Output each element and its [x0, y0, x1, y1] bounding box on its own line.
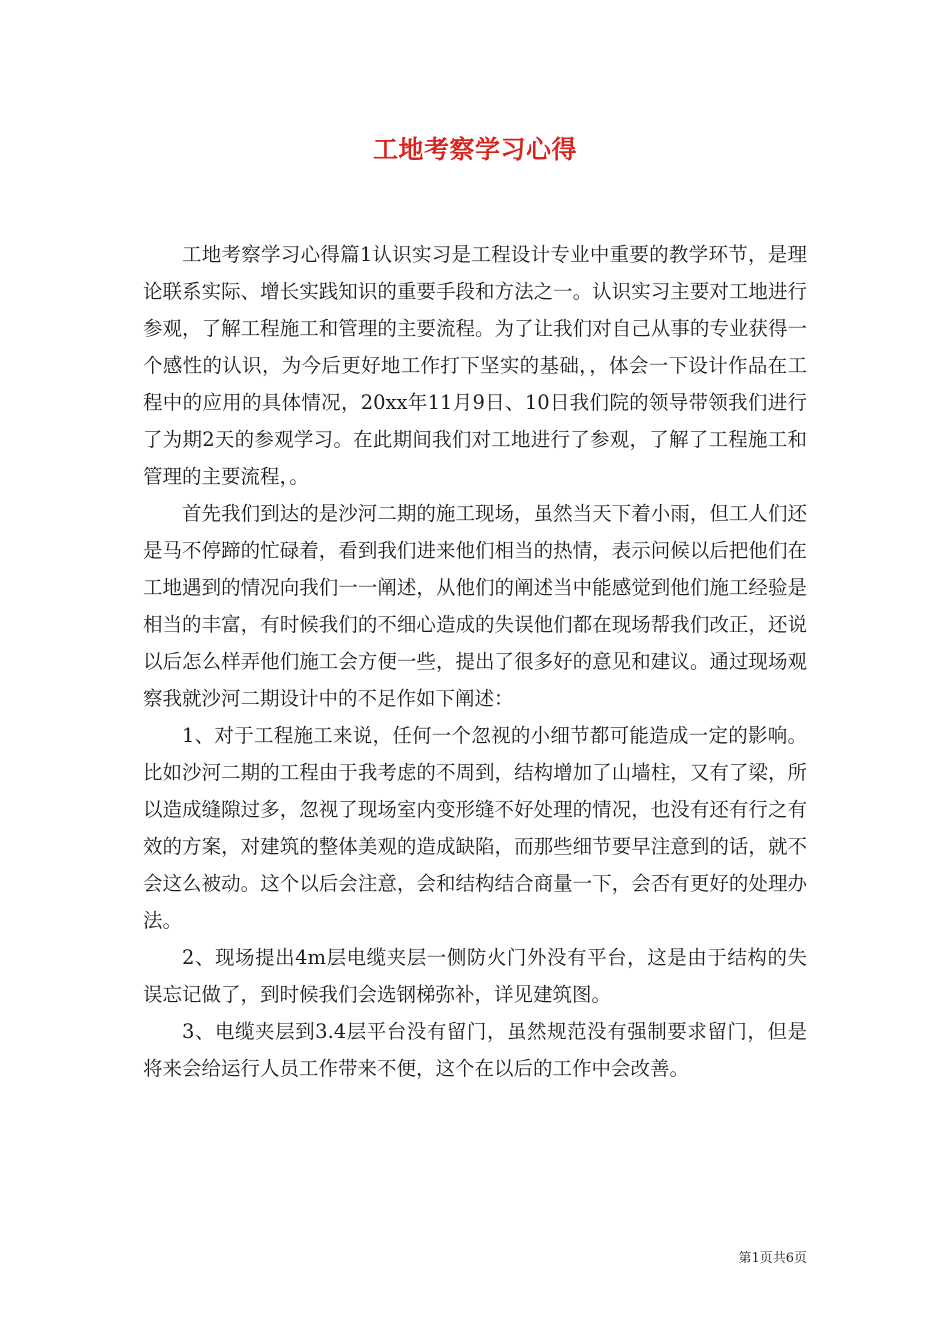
document-title: 工地考察学习心得: [372, 135, 577, 164]
page-number: 第1页共6页: [738, 1251, 807, 1266]
paragraph-point-1: 1、对于工程施工来说，任何一个忽视的小细节都可能造成一定的影响。比如沙河二期的工程由于我考虑的不周到，结构增加了山墙柱，又有了梁，所以造成缝隙过多，忽视了现场室内变形缝不好处理的情况，也没有还有行之有效的方案，对建筑的整体美观的造成缺陷，而那些细节要早注意到的话，就不会这么被动。这个以后会注意，会和结构结合商量一下，会否有更好的处理办法。: [143, 724, 807, 932]
document-body: [143, 236, 807, 1087]
paragraph-site-visit: 首先我们到达的是沙河二期的施工现场，虽然当天下着小雨，但工人们还是马不停蹄的忙碌着，看到我们进来他们相当的热情，表示问候以后把他们在工地遇到的情况向我们一一阐述，从他们的阐述当中能感觉到他们施工经验是相当的丰富，有时候我们的不细心造成的失误他们都在现场帮我们改正，还说以后怎么样弄他们施工会方便一些，提出了很多好的意见和建议。通过现场观察我就沙河二期设计中的不足作如下阐述：: [143, 502, 807, 710]
paragraph-intro: 工地考察学习心得篇1认识实习是工程设计专业中重要的教学环节，是理论联系实际、增长实践知识的重要手段和方法之一。认识实习主要对工地进行参观，了解工程施工和管理的主要流程。为了让我们对自己从事的专业获得一个感性的认识，为今后更好地工作打下坚实的基础，，体会一下设计作品在工程中的应用的具体情况，20xx年11月9日、10日我们院的领导带领我们进行了为期2天的参观学习。在此期间我们对工地进行了参观，了解了工程施工和管理的主要流程，。: [143, 243, 807, 488]
paragraph-point-3: 3、电缆夹层到3.4层平台没有留门，虽然规范没有强制要求留门，但是将来会给运行人员工作带来不便，这个在以后的工作中会改善。: [143, 1020, 807, 1080]
paragraph-point-2: 2、现场提出4m层电缆夹层一侧防火门外没有平台，这是由于结构的失误忘记做了，到时候我们会选钢梯弥补，详见建筑图。: [143, 946, 807, 1006]
